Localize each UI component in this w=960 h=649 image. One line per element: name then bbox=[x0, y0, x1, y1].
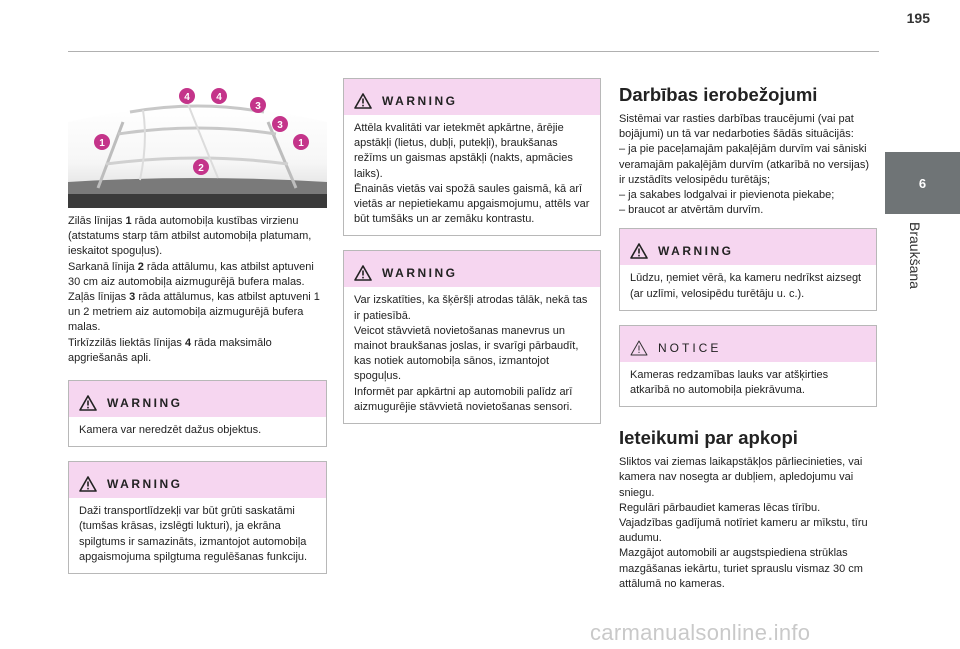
notice-icon bbox=[630, 340, 648, 356]
warning-title: WARNING bbox=[107, 477, 183, 492]
warning-icon bbox=[630, 243, 648, 259]
header-divider bbox=[68, 51, 879, 52]
column-3 bbox=[619, 84, 877, 592]
marker-4-right bbox=[211, 88, 227, 104]
page-number: 195 bbox=[906, 10, 930, 26]
section-title: Darbības ierobežojumi bbox=[619, 84, 818, 105]
intro-line-3: Zaļās līnijas 3 rāda attālumus, kas atbilst aptuveni 1 un 2 metriem aiz automobiļa aizmugurējā bufera malas. bbox=[68, 291, 320, 334]
warning-header bbox=[620, 229, 876, 265]
warning-text: Lūdzu, ņemiet vērā, ka kameru nedrīkst aizsegt (ar uzlīmi, velosipēdu turētāju u. c.). bbox=[630, 272, 862, 300]
svg-text:4: 4 bbox=[216, 92, 222, 103]
warning-text: Daži transportlīdzekļi var būt grūti saskatāmi (tumšas krāsas, izslēgti lukturi), ja ekrāna spilgtums ir samazināts, izmantojot automobiļa apgaismojuma spilgtuma regulēšanas funkciju. bbox=[79, 505, 308, 563]
warning-text: Var izskatīties, ka šķēršļi atrodas tālāk, nekā tas ir patiesībā. Veicot stāvvietā novietošanas manevrus un mainot braukšanas joslas, ir svarīgi pārbaudīt, kas notiek automobiļa sānos, izmantojot spoguļus. Informēt par apkārtni ap automobili palīdz arī aizmugurējie stāvvietā novietošanas sensori. bbox=[354, 294, 588, 413]
warning-title: WARNING bbox=[107, 396, 183, 411]
warning-header bbox=[69, 381, 326, 417]
warning-box bbox=[343, 78, 601, 236]
warning-icon bbox=[354, 93, 372, 109]
svg-text:1: 1 bbox=[298, 138, 304, 149]
warning-icon bbox=[79, 476, 97, 492]
notice-title: NOTICE bbox=[658, 340, 722, 355]
camera-guideline-illustration bbox=[68, 62, 327, 208]
warning-text: Kamera var neredzēt dažus objektus. bbox=[79, 424, 262, 437]
marker-3-top bbox=[250, 97, 266, 113]
section-text: Sliktos vai ziemas laikapstākļos pārliecinieties, vai kamera nav nosegta ar dubļiem, apledojumu vai sniegu. Regulāri pārbaudiet kameras lēcas tīrību. Vajadzības gadījumā notīriet kameru ar mīkstu, tīru audumu. Mazgājot automobili ar augstspiediena strūklas mazgāšanas iekārtu, turiet sprauslu vismaz 30 cm attālumā no kameras. bbox=[619, 456, 868, 590]
section-title: Ieteikumi par apkopi bbox=[619, 427, 798, 449]
intro-line-1: Zilās līnijas 1 rāda automobiļa kustības virzienu (atstatums starp tām atbilst automobiļa platumam, ieskaitot spoguļus). bbox=[68, 215, 312, 258]
warning-header bbox=[69, 462, 326, 498]
warning-header bbox=[344, 251, 600, 287]
intro-line-4: Tirkīzzilās liektās līnijas 4 rāda maksimālo apgriešanās apli. bbox=[68, 336, 272, 364]
column-2 bbox=[343, 78, 601, 424]
watermark: carmanualsonline.info bbox=[590, 620, 811, 645]
svg-text:1: 1 bbox=[99, 138, 105, 149]
intro-line-2: Sarkanā līnija 2 rāda attālumu, kas atbilst aptuveni 30 cm aiz automobiļa aizmugurējā bufera malas. bbox=[68, 260, 314, 288]
warning-icon bbox=[79, 395, 97, 411]
warning-box bbox=[343, 250, 601, 424]
section-text: Sistēmai var rasties darbības traucējumi (vai pat bojājumi) un tā var nedarboties šādās situācijās: – ja pie paceļamajām pakaļējām durvīm vai sāniski veramajām pakaļējām durvīm (atkarībā no versijas) ir uzstādīts velosipēdu turētājs; – ja sakabes lodgalvai ir pievienota piekabe; – braucot ar atvērtām durvīm. bbox=[619, 113, 870, 217]
warning-title: WARNING bbox=[382, 266, 458, 281]
chapter-number: 6 bbox=[918, 175, 927, 191]
svg-text:2: 2 bbox=[198, 163, 204, 174]
notice-header bbox=[620, 326, 876, 362]
svg-text:3: 3 bbox=[255, 101, 261, 112]
warning-title: WARNING bbox=[658, 244, 734, 259]
column-1 bbox=[68, 62, 327, 574]
guideline-description bbox=[68, 214, 327, 366]
chapter-label: Braukšana bbox=[907, 222, 923, 289]
svg-text:3: 3 bbox=[277, 120, 283, 131]
warning-icon bbox=[354, 265, 372, 281]
warning-header bbox=[344, 79, 600, 115]
marker-1-right bbox=[293, 134, 309, 150]
marker-2 bbox=[193, 159, 209, 175]
warning-box bbox=[68, 461, 327, 574]
notice-text: Kameras redzamības lauks var atšķirties atkarībā no automobiļa piekrāvuma. bbox=[630, 368, 829, 397]
svg-text:4: 4 bbox=[184, 92, 190, 103]
notice-box bbox=[619, 325, 877, 407]
marker-3-bottom bbox=[272, 116, 288, 132]
marker-1-left bbox=[94, 134, 110, 150]
warning-title: WARNING bbox=[382, 94, 458, 108]
marker-4-left bbox=[179, 88, 195, 104]
warning-text: Attēla kvalitāti var ietekmēt apkārtne, ārējie apstākļi (lietus, dubļi, putekļi), braukšanas režīms un gaismas apstākļi (nakts, apmācies laiks). Ēnainās vietās vai spožā saules gaismā, kā arī vietās ar nepietiekamu apgaismojumu, attēls var būt tumšāks un ar zemāku kontrastu. bbox=[354, 122, 590, 226]
warning-box bbox=[68, 380, 327, 447]
chapter-tab[interactable] bbox=[885, 152, 960, 214]
warning-box bbox=[619, 228, 877, 310]
